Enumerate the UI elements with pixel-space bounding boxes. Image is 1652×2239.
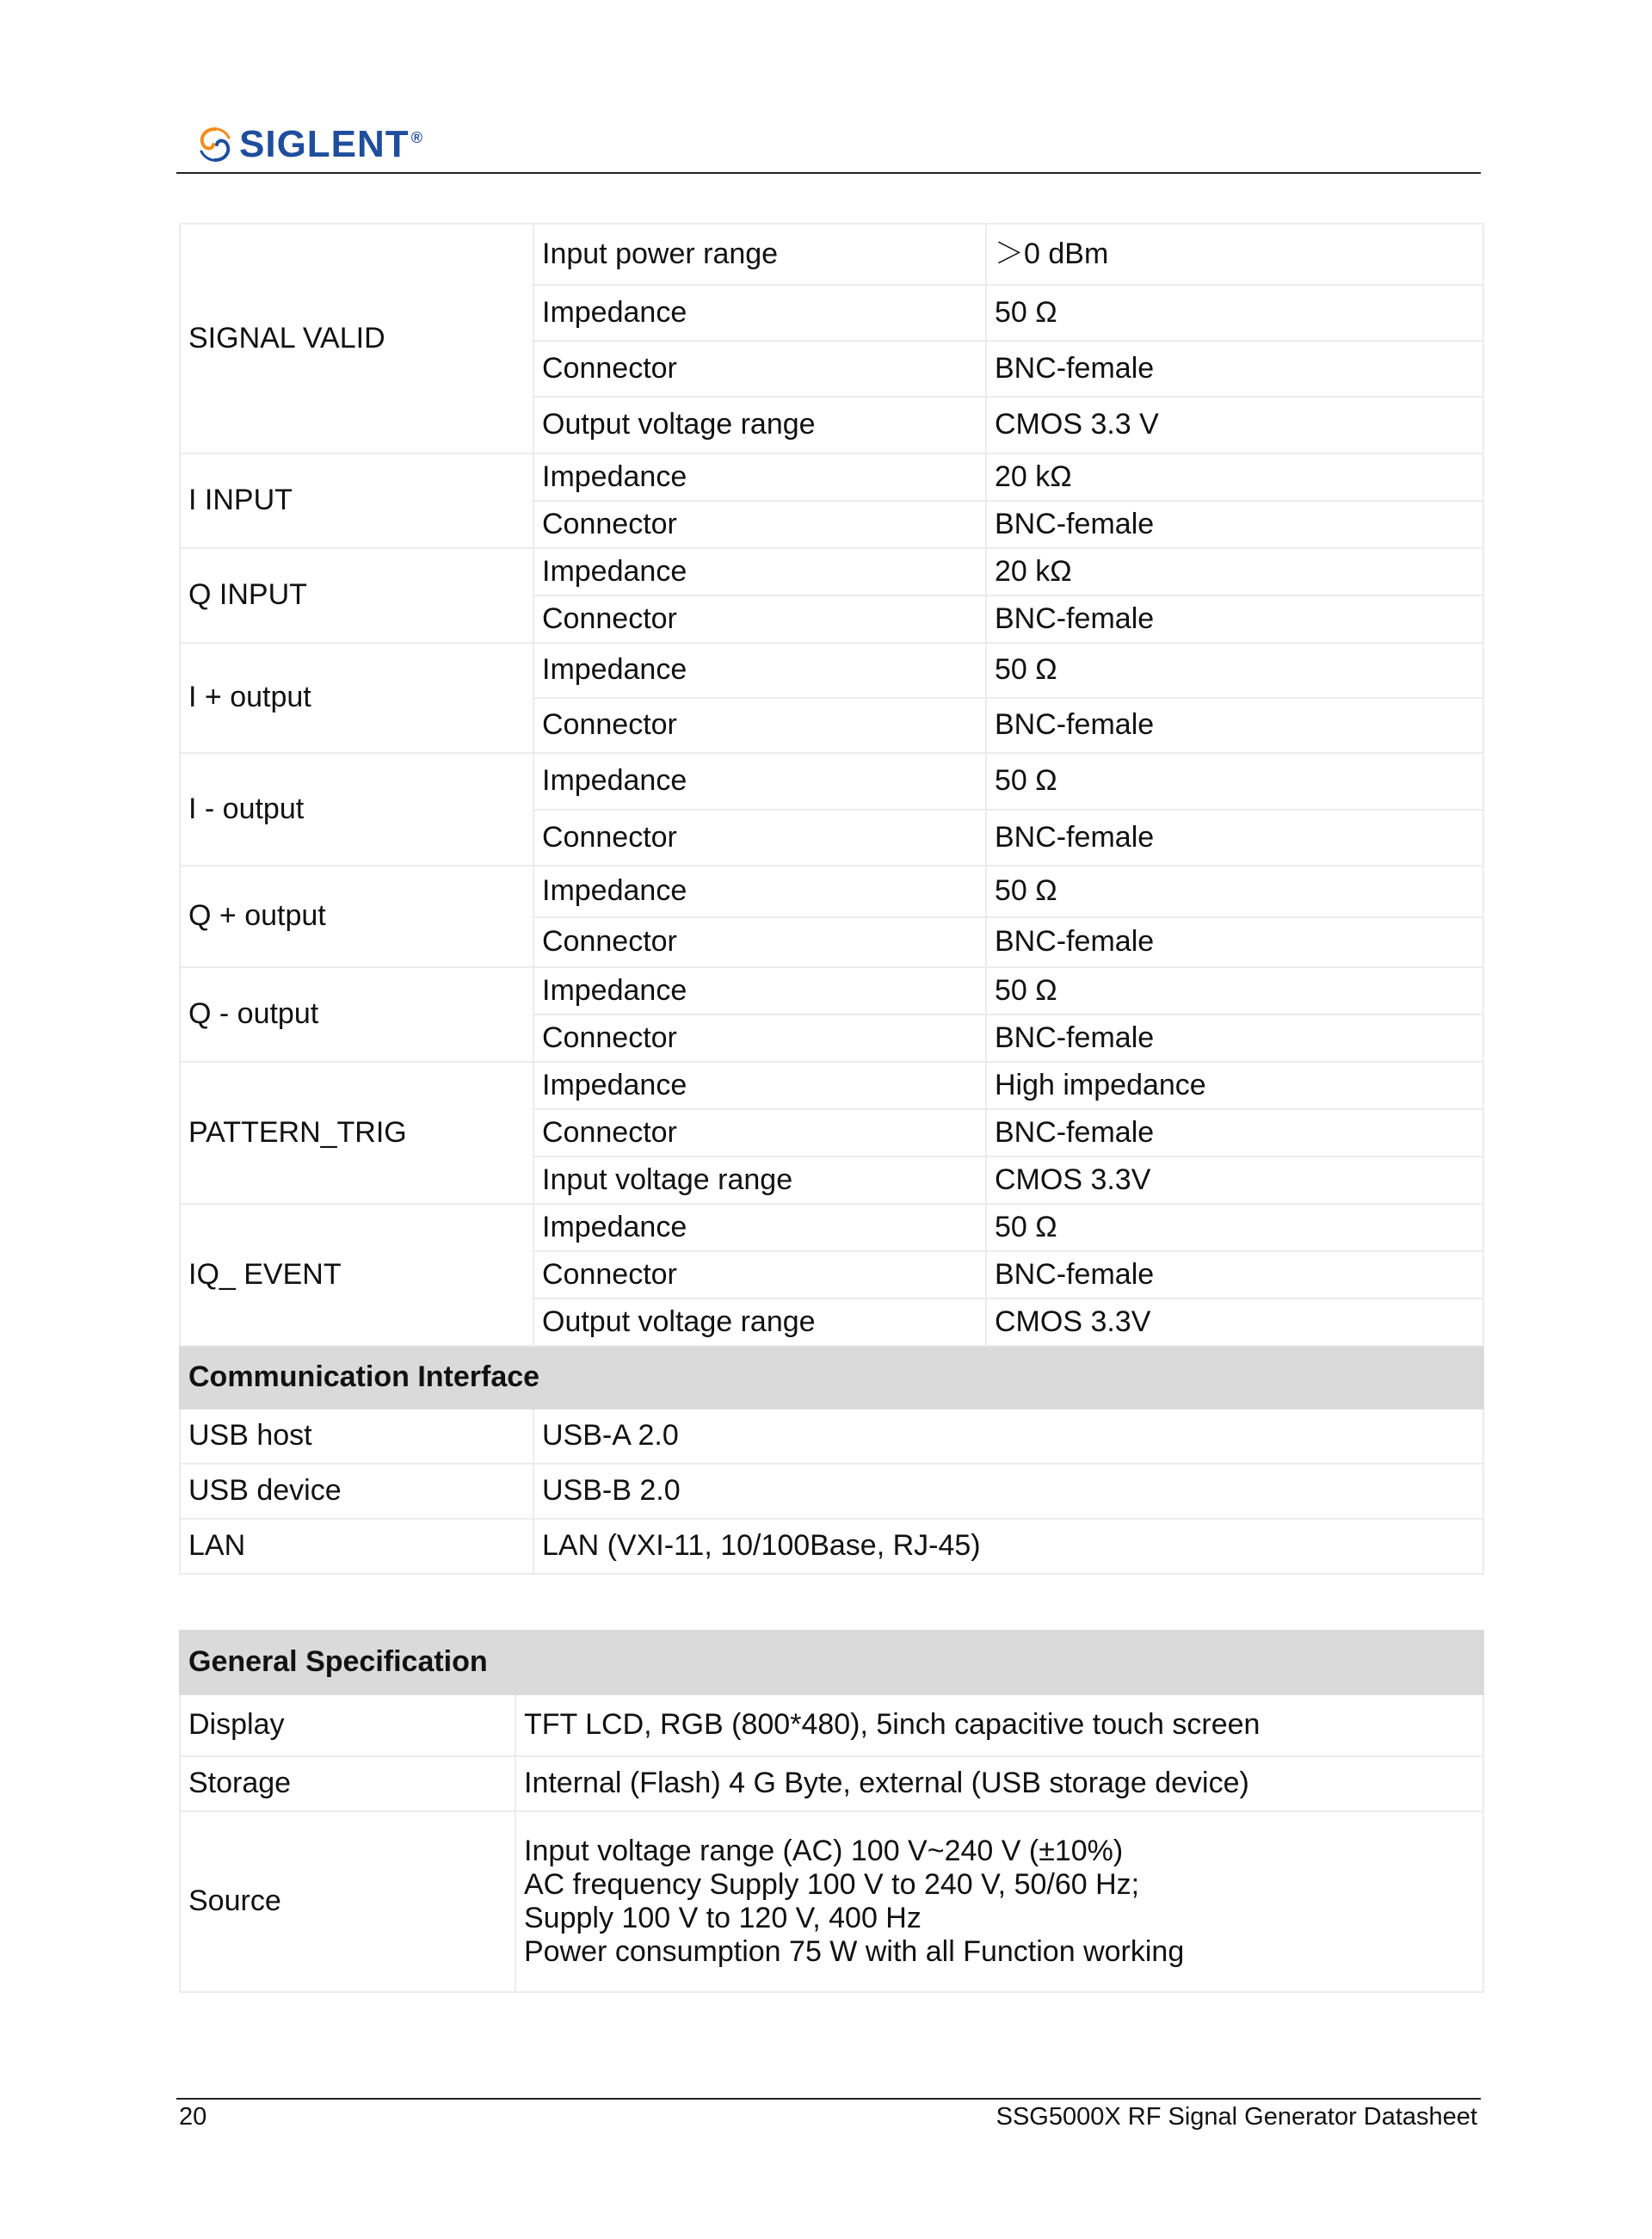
group-label: SIGNAL VALID [180,224,533,453]
param-cell: Connector [533,1109,986,1157]
value-cell: BNC-female [986,501,1483,548]
group-label: Q + output [180,866,533,967]
label-cell: USB host [180,1409,533,1464]
param-cell: Impedance [533,643,986,698]
siglent-logo [196,120,423,169]
section-heading-general: General Specification [180,1631,1483,1694]
table-row [180,453,1483,501]
value-cell: 50 Ω [986,1204,1483,1251]
table-row [180,1519,1483,1574]
param-cell: Connector [533,595,986,643]
value-cell: 20 kΩ [986,453,1483,501]
param-cell: Impedance [533,1204,986,1251]
value-cell: BNC-female [986,595,1483,643]
section-heading-communication: Communication Interface [180,1346,1483,1409]
param-cell: Connector [533,810,986,866]
general-spec-table [179,1630,1484,1993]
param-cell: Output voltage range [533,1298,986,1346]
param-cell: Connector [533,917,986,967]
value-cell: BNC-female [986,917,1483,967]
value-cell: BNC-female [986,1109,1483,1157]
logo-text: SIGLENT [239,123,410,165]
table-row [180,1062,1483,1109]
group-label: Q INPUT [180,548,533,643]
value-cell: Internal (Flash) 4 G Byte, external (USB storage device) [515,1756,1483,1811]
label-cell: LAN [180,1519,533,1574]
value-cell: 50 Ω [986,967,1483,1015]
label-cell: USB device [180,1464,533,1519]
value-cell: TFT LCD, RGB (800*480), 5inch capacitive touch screen [515,1694,1483,1756]
source-line: AC frequency Supply 100 V to 240 V, 50/60 Hz; [524,1867,1140,1901]
value-cell: USB-A 2.0 [533,1409,1483,1464]
value-cell: BNC-female [986,1015,1483,1062]
param-cell: Impedance [533,866,986,917]
value-cell: BNC-female [986,1251,1483,1298]
value-cell: 20 kΩ [986,548,1483,595]
document-title: SSG5000X RF Signal Generator Datasheet [996,2103,1477,2131]
table-row [180,1409,1483,1464]
param-cell: Impedance [533,285,986,341]
param-cell: Input voltage range [533,1157,986,1204]
table-row [180,548,1483,595]
table-row [180,967,1483,1015]
param-cell: Impedance [533,548,986,595]
value-cell: 50 Ω [986,285,1483,341]
io-spec-body [180,224,1483,1574]
param-cell: Connector [533,501,986,548]
param-cell: Impedance [533,453,986,501]
siglent-swirl-icon [196,126,234,163]
table-row [180,866,1483,917]
source-value-cell [515,1811,1483,1992]
logo-wordmark [239,123,423,165]
param-cell: Output voltage range [533,397,986,453]
param-cell: Connector [533,1251,986,1298]
value-cell: 50 Ω [986,753,1483,810]
value-cell: CMOS 3.3V [986,1298,1483,1346]
label-cell: Display [180,1694,515,1756]
table-row [180,1756,1483,1811]
source-line: Supply 100 V to 120 V, 400 Hz [524,1902,922,1934]
param-cell: Connector [533,698,986,753]
io-spec-table [179,223,1484,1575]
table-row [180,1204,1483,1251]
table-row [180,1811,1483,1992]
table-row [180,224,1483,285]
footer-divider [176,2098,1481,2100]
general-spec-body [180,1631,1483,1992]
source-line: Input voltage range (AC) 100 V~240 V (±10%) [524,1834,1124,1867]
group-label: I + output [180,643,533,753]
group-label: I INPUT [180,453,533,548]
group-label: I - output [180,753,533,866]
value-cell: 50 Ω [986,866,1483,917]
param-cell: Impedance [533,967,986,1015]
value-cell: High impedance [986,1062,1483,1109]
group-label: Q - output [180,967,533,1062]
param-cell: Impedance [533,753,986,810]
value-cell: CMOS 3.3V [986,1157,1483,1204]
value-cell: CMOS 3.3 V [986,397,1483,453]
source-line: Power consumption 75 W with all Function working [524,1935,1185,1969]
group-label: IQ_ EVENT [180,1204,533,1346]
value-cell: LAN (VXI-11, 10/100Base, RJ-45) [533,1519,1483,1574]
table-row [180,753,1483,810]
section-header-row [180,1346,1483,1409]
value-cell: BNC-female [986,810,1483,866]
page-number: 20 [179,2103,207,2131]
group-label: PATTERN_TRIG [180,1062,533,1204]
param-cell: Connector [533,341,986,397]
value-cell: 50 Ω [986,643,1483,698]
section-header-row [180,1631,1483,1694]
value-cell: USB-B 2.0 [533,1464,1483,1519]
label-cell: Storage [180,1756,515,1811]
table-row [180,1694,1483,1756]
table-row [180,1464,1483,1519]
value-cell: BNC-female [986,341,1483,397]
table-row [180,643,1483,698]
value-cell: ＞0 dBm [986,224,1483,285]
param-cell: Impedance [533,1062,986,1109]
param-cell: Connector [533,1015,986,1062]
value-cell: BNC-female [986,698,1483,753]
header-divider [176,172,1481,174]
param-cell: Input power range [533,224,986,285]
logo-registered-mark: ® [410,129,423,147]
label-cell: Source [180,1811,515,1992]
